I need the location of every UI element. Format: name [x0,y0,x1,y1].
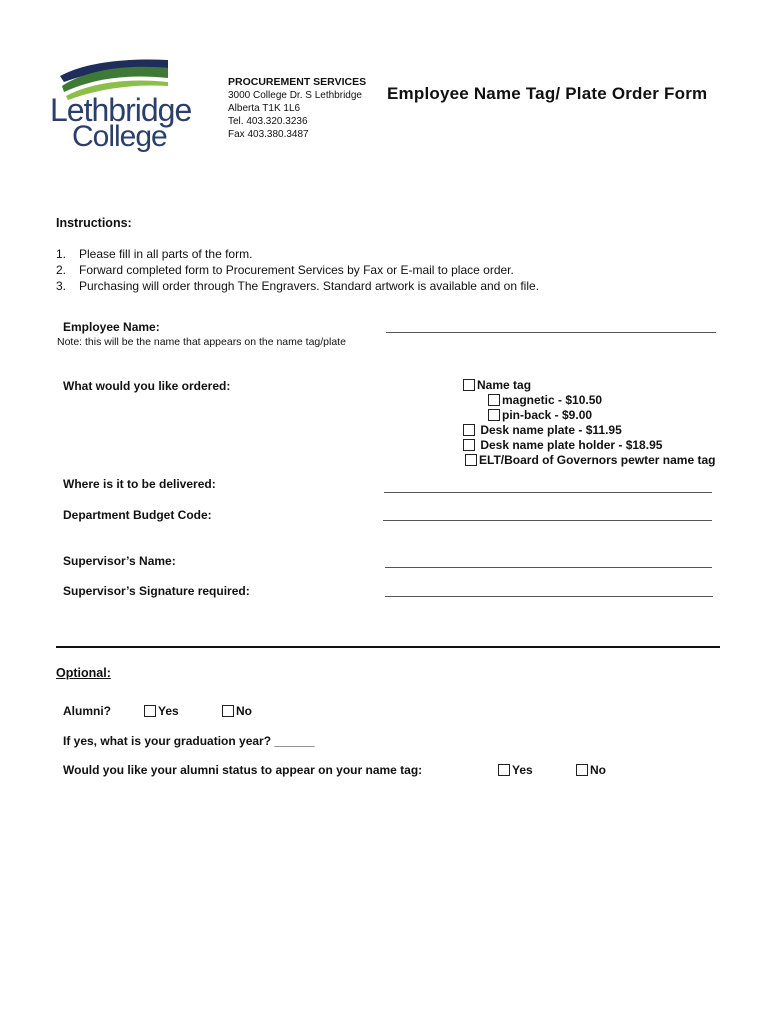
delivery-label: Where is it to be delivered: [63,477,216,491]
employee-name-field[interactable] [386,332,716,333]
desk-plate-checkbox[interactable] [463,424,475,436]
graduation-year-question: If yes, what is your graduation year? ______ [63,734,315,748]
name-tag-checkbox[interactable] [463,379,475,391]
option-pewter-tag: ELT/Board of Governors pewter name tag [463,453,715,468]
option-magnetic: magnetic - $10.50 [463,393,715,408]
list-item: 3. Purchasing will order through The Engravers. Standard artwork is available and on file. [56,279,540,293]
option-desk-plate-holder: Desk name plate holder - $18.95 [463,438,715,453]
supervisor-name-field[interactable] [385,567,712,568]
status-no-option: No [576,763,606,777]
pin-back-checkbox[interactable] [488,409,500,421]
option-name-tag: Name tag [463,378,715,393]
list-item: 1. Please fill in all parts of the form. [56,247,253,261]
address-line-2: Alberta T1K 1L6 [228,103,301,114]
status-yes-checkbox[interactable] [498,764,510,776]
magnetic-checkbox[interactable] [488,394,500,406]
supervisor-name-label: Supervisor’s Name: [63,554,176,568]
optional-heading: Optional: [56,666,111,680]
fax: Fax 403.380.3487 [228,129,309,140]
alumni-yes-checkbox[interactable] [144,705,156,717]
logo-wordmark-line1: Lethbridge [50,92,192,128]
option-pin-back: pin-back - $9.00 [463,408,715,423]
status-yes-option: Yes [498,763,533,777]
delivery-field[interactable] [384,492,712,493]
alumni-no-checkbox[interactable] [222,705,234,717]
order-label: What would you like ordered: [63,379,231,393]
section-divider [56,646,720,648]
alumni-no-option: No [222,704,252,718]
instructions-heading: Instructions: [56,216,132,230]
instructions-list [56,246,539,294]
department-info [228,76,366,141]
pewter-tag-checkbox[interactable] [465,454,477,466]
supervisor-signature-label: Supervisor’s Signature required: [63,584,250,598]
employee-name-note: Note: this will be the name that appears on the name tag/plate [57,336,346,348]
address-line-1: 3000 College Dr. S Lethbridge [228,90,362,101]
alumni-status-question: Would you like your alumni status to appear on your name tag: [63,763,423,777]
supervisor-signature-field[interactable] [385,596,713,597]
logo-wordmark-line2: College [72,120,167,153]
desk-plate-holder-checkbox[interactable] [463,439,475,451]
alumni-label: Alumni? [63,704,111,718]
option-desk-plate: Desk name plate - $11.95 [463,423,715,438]
department-title: PROCUREMENT SERVICES [228,76,367,88]
form-title: Employee Name Tag/ Plate Order Form [387,84,708,103]
list-item: 2. Forward completed form to Procurement Services by Fax or E-mail to place order. [56,263,514,277]
employee-name-label: Employee Name: [63,320,160,334]
order-options [463,378,715,468]
telephone: Tel. 403.320.3236 [228,116,308,127]
budget-code-field[interactable] [383,520,712,521]
status-no-checkbox[interactable] [576,764,588,776]
alumni-yes-option: Yes [144,704,179,718]
budget-code-label: Department Budget Code: [63,508,212,522]
college-logo [50,56,190,156]
